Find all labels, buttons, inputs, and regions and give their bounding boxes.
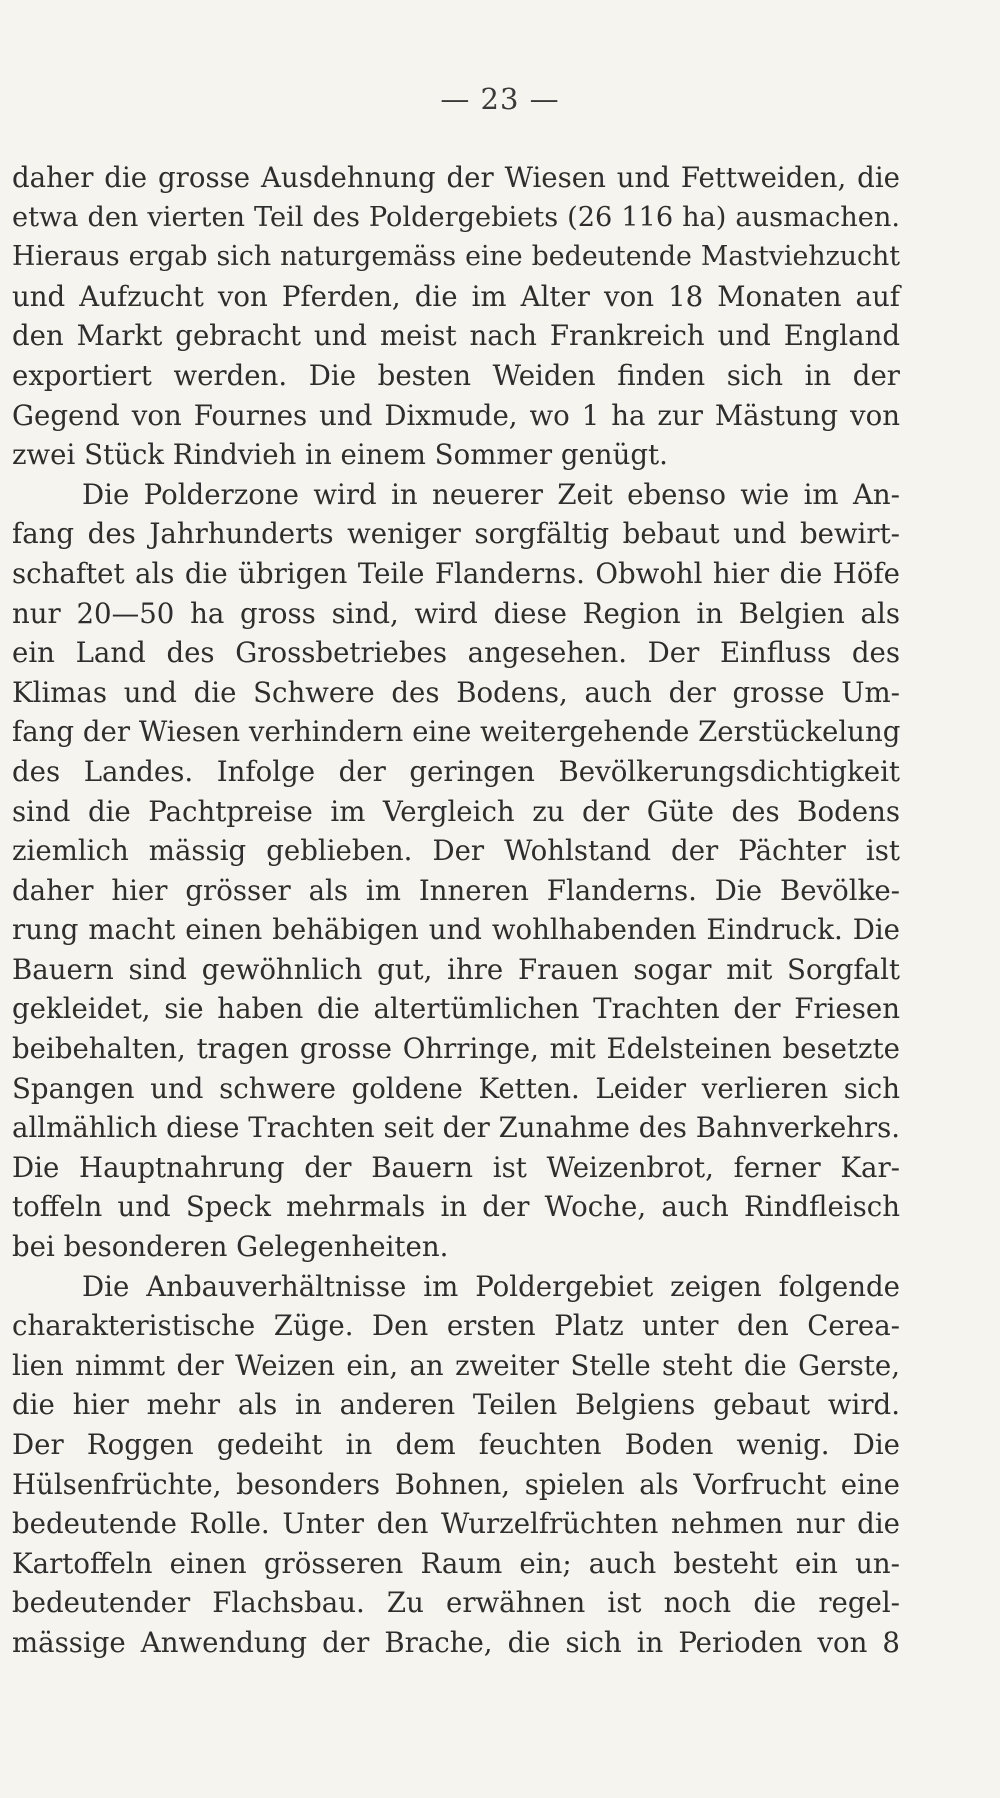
text-line: bedeutender Flachsbau. Zu erwähnen ist noch die regel- — [12, 1586, 900, 1620]
text-line: den Markt gebracht und meist nach Frankreich und England — [12, 319, 900, 353]
text-line: daher die grosse Ausdehnung der Wiesen und Fettweiden, die — [12, 161, 900, 194]
text-line: rung macht einen behäbigen und wohlhabenden Eindruck. Die — [12, 913, 900, 947]
text-line: bei besonderen Gelegenheiten. — [12, 1230, 449, 1264]
text-line: Gegend von Fournes und Dixmude, wo 1 ha zur Mästung von — [12, 398, 900, 432]
text-line: beibehalten, tragen grosse Ohrringe, mit Edelsteinen besetzte — [12, 1032, 900, 1066]
text-line: lien nimmt der Weizen ein, an zweiter Stelle steht die Gerste, — [12, 1348, 900, 1382]
text-line: exportiert werden. Die besten Weiden finden sich in der — [12, 358, 900, 392]
text-line: Klimas und die Schwere des Bodens, auch der grosse Um- — [12, 675, 900, 709]
text-line: die hier mehr als in anderen Teilen Belgiens gebaut wird. — [12, 1388, 900, 1422]
text-line: des Landes. Infolge der geringen Bevölkerungsdichtigkeit — [12, 754, 900, 788]
text-line: etwa den vierten Teil des Poldergebiets (26 116 ha) ausmachen. — [12, 201, 900, 233]
text-line: nur 20—50 ha gross sind, wird diese Region in Belgien als — [12, 596, 900, 630]
text-line: Die Polderzone wird in neuerer Zeit ebenso wie im An- — [82, 477, 900, 511]
text-line: fang der Wiesen verhindern eine weitergehende Zerstückelung — [12, 715, 901, 749]
page-number: — 23 — — [440, 82, 560, 116]
text-line: Hülsenfrüchte, besonders Bohnen, spielen als Vorfrucht eine — [12, 1467, 900, 1501]
text-line: Hieraus ergab sich naturgemäss eine bedeutende Mastviehzucht — [12, 241, 900, 273]
text-line: schaftet als die übrigen Teile Flanderns. Obwohl hier die Höfe — [12, 556, 900, 590]
text-line: Die Anbauverhältnisse im Poldergebiet zeigen folgende — [82, 1269, 900, 1303]
text-line: Die Hauptnahrung der Bauern ist Weizenbrot, ferner Kar- — [12, 1150, 900, 1184]
body-text — [12, 158, 900, 1663]
text-line: bedeutende Rolle. Unter den Wurzelfrüchten nehmen nur die — [12, 1507, 900, 1541]
text-line: allmählich diese Trachten seit der Zunahme des Bahnverkehrs. — [12, 1111, 901, 1145]
text-line: Kartoffeln einen grösseren Raum ein; auch besteht ein un- — [12, 1546, 900, 1580]
text-line: Bauern sind gewöhnlich gut, ihre Frauen sogar mit Sorgfalt — [12, 952, 900, 986]
text-line: ein Land des Grossbetriebes angesehen. Der Einfluss des — [12, 636, 900, 670]
text-line: Der Roggen gedeiht in dem feuchten Boden wenig. Die — [12, 1428, 900, 1461]
text-line: gekleidet, sie haben die altertümlichen Trachten der Friesen — [12, 992, 900, 1026]
text-line: fang des Jahrhunderts weniger sorgfältig bebaut und bewirt- — [12, 517, 900, 551]
text-line: Spangen und schwere goldene Ketten. Leider verlieren sich — [12, 1071, 900, 1105]
text-line: daher hier grösser als im Inneren Flanderns. Die Bevölke- — [12, 873, 900, 907]
text-line: sind die Pachtpreise im Vergleich zu der Güte des Bodens — [12, 794, 900, 828]
text-line: mässige Anwendung der Brache, die sich in Perioden von 8 — [12, 1625, 900, 1659]
text-line: charakteristische Züge. Den ersten Platz unter den Cerea- — [12, 1309, 900, 1343]
text-line: zwei Stück Rindvieh in einem Sommer genügt. — [12, 438, 668, 472]
text-line: ziemlich mässig geblieben. Der Wohlstand der Pächter ist — [12, 834, 900, 868]
text-line: toffeln und Speck mehrmals in der Woche, auch Rindfleisch — [12, 1190, 900, 1224]
text-line: und Aufzucht von Pferden, die im Alter von 18 Monaten auf — [12, 279, 900, 313]
